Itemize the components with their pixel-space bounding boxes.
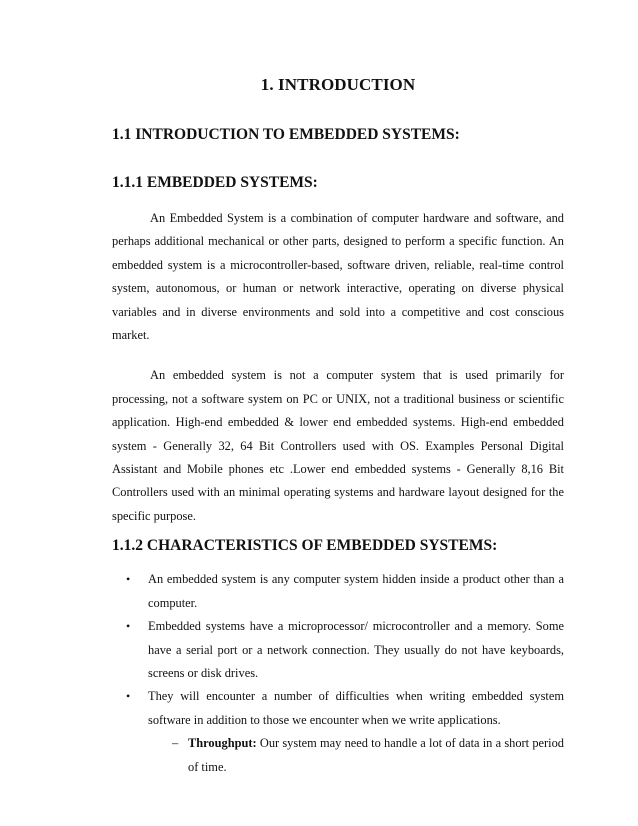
characteristics-list [112,568,564,732]
chapter-title: 1. INTRODUCTION [260,75,416,94]
list-item-text: They will encounter a number of difficulties when writing embedded system software in addition to those we encounter when we write applications. [148,689,564,727]
bullet-icon: • [126,572,131,587]
section-heading: 1.1 INTRODUCTION TO EMBEDDED SYSTEMS: [112,126,460,143]
sub-item-text: Our system may need to handle a lot of data in a short period of time. [188,736,564,774]
dash-icon: – [172,736,179,751]
subsection-heading-characteristics: 1.1.2 CHARACTERISTICS OF EMBEDDED SYSTEMS: [112,537,498,555]
list-item-text: Embedded systems have a microprocessor/ microcontroller and a memory. Some have a serial port or a network connection. They usually do not have keyboards, screens or disk drives. [148,619,564,680]
paragraph-high-low-end: An embedded system is not a computer system that is used primarily for processing, not a software system on PC or UNIX, not a traditional business or scientific application. High-end embedded & lower end embedded systems. High-end embedded system - Generally 32, 64 Bit Controllers used with OS. Examples Personal Digital Assistant and Mobile phones etc .Lower end embedded systems - Generally 8,16 Bit Controllers used with an minimal operating systems and hardware layout designed for the specific purpose. [112,368,564,523]
sub-list-item-throughput [112,732,564,779]
bullet-icon: • [126,619,131,634]
bullet-icon: • [126,689,131,704]
list-item-text: An embedded system is any computer system hidden inside a product other than a computer. [148,572,564,610]
list-item [112,685,564,732]
subsection-heading-embedded-systems: 1.1.1 EMBEDDED SYSTEMS: [112,174,318,191]
paragraph-definition: An Embedded System is a combination of computer hardware and software, and perhaps additional mechanical or other parts, designed to perform a specific function. An embedded system is a microcontroller-based, software driven, reliable, real-time control system, autonomous, or human or network interactive, operating on diverse physical variables and in diverse environments and sold into a competitive and cost conscious market. [112,211,564,343]
sub-item-term: Throughput: [188,736,257,751]
list-item [112,615,564,685]
list-item [112,568,564,615]
